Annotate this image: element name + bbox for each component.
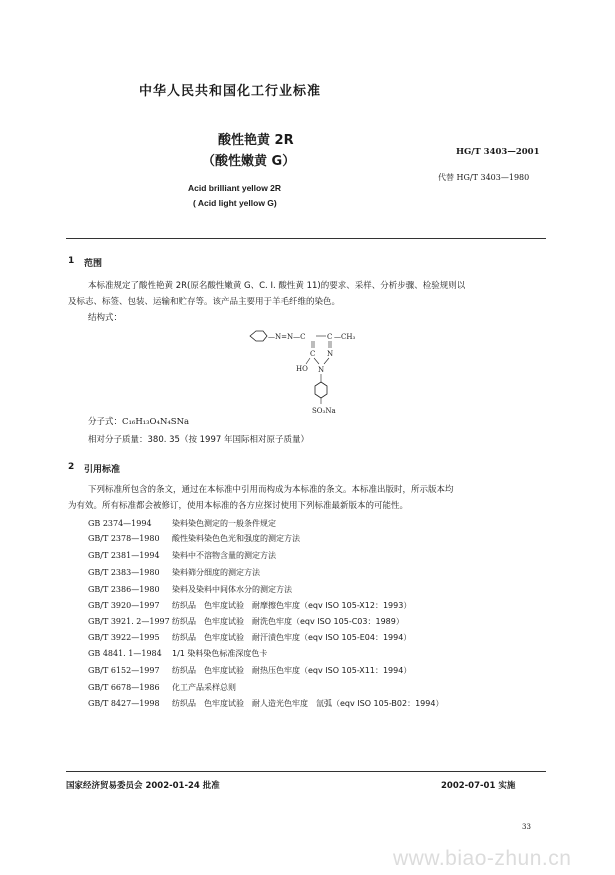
molecular-mass: 相对分子质量：380. 35（按 1997 年国际相对原子质量）: [88, 435, 309, 445]
replaces-label: 代替: [438, 173, 454, 182]
reference-code: GB 4841. 1—1984: [88, 649, 162, 658]
reference-code: GB/T 3920—1997: [88, 601, 160, 610]
molecular-formula: [88, 414, 189, 430]
reference-title: 纺织品 色牢度试验 耐汗渍色牢度（eqv ISO 105-E04：1994）: [172, 633, 412, 642]
reference-title: 纺织品 色牢度试验 耐摩擦色牢度（eqv ISO 105-X12：1993）: [172, 601, 412, 610]
reference-code: GB/T 3921. 2—1997: [88, 617, 170, 626]
implementation-date: 2002-07-01 实施: [441, 781, 516, 791]
benzene-ring-icon: [250, 331, 267, 341]
section-number: 2: [68, 462, 75, 472]
scope-paragraph-line: 本标准规定了酸性艳黄 2R(原名酸性嫩黄 G、C. I. 酸性黄 11)的要求、采样、分析步骤、检验规则以: [88, 281, 466, 291]
reference-title: 纺织品 色牢度试验 耐洗色牢度（eqv ISO 105-C03：1989）: [172, 617, 404, 626]
reference-title: 染料染色测定的一般条件规定: [172, 519, 276, 528]
issuing-body-title: 中华人民共和国化工行业标准: [139, 84, 322, 99]
references-paragraph-line: 下列标准所包含的条文，通过在本标准中引用而构成为本标准的条文。本标准出版时，所示版本均: [88, 485, 454, 495]
standard-title-zh-alias: （酸性嫩黄 G）: [202, 154, 296, 169]
reference-code: GB/T 2378—1980: [88, 534, 160, 543]
reference-code: GB/T 8427—1998: [88, 699, 160, 708]
reference-title: 染料及染料中间体水分的测定方法: [172, 585, 292, 594]
pyrazole-carbon: C: [327, 333, 333, 341]
sulfonate-group: SO₃Na: [312, 407, 336, 415]
reference-item: [88, 533, 300, 544]
reference-item: [88, 518, 276, 529]
standard-title-en-alias: ( Acid light yellow G): [193, 198, 277, 208]
reference-code: GB/T 6678—1986: [88, 683, 160, 692]
replaces-note: [438, 172, 529, 183]
reference-title: 染料中不溶物含量的测定方法: [172, 551, 276, 560]
scope-paragraph-line: 及标志、标签、包装、运输和贮存等。该产品主要用于羊毛纤维的染色。: [68, 297, 341, 307]
reference-code: GB/T 2383—1980: [88, 568, 160, 577]
formula-value: C₁₆H₁₃O₄N₄SNa: [122, 417, 190, 427]
reference-item: [88, 550, 276, 561]
reference-item: [88, 682, 236, 693]
reference-item: [88, 600, 411, 611]
standard-title-en: Acid brilliant yellow 2R: [188, 183, 282, 193]
hydroxyl-group: HO: [296, 365, 308, 373]
structural-formula: [240, 320, 370, 418]
watermark: www.biao-zhun.cn: [393, 847, 572, 870]
methyl-group: —CH₃: [334, 333, 356, 341]
header-divider: [66, 238, 546, 239]
footer-divider: [66, 771, 546, 772]
reference-code: GB/T 6152—1997: [88, 666, 160, 675]
standard-title-zh: 酸性艳黄 2R: [218, 133, 294, 148]
reference-item: [88, 665, 411, 676]
reference-title: 纺织品 色牢度试验 耐人造光色牢度 氙弧（eqv ISO 105-B02：1994）: [172, 699, 444, 708]
structure-label: 结构式：: [88, 313, 123, 323]
page-number: 33: [522, 823, 531, 831]
ratification-note: 国家经济贸易委员会 2002-01-24 批准: [66, 781, 220, 791]
section-title: 引用标准: [84, 465, 121, 475]
section-number: 1: [68, 256, 75, 266]
reference-item: [88, 616, 404, 627]
reference-title: 染料筛分细度的测定方法: [172, 568, 260, 577]
reference-item: [88, 584, 292, 595]
azo-group: —N=N—C: [268, 333, 306, 341]
reference-title: 纺织品 色牢度试验 耐热压色牢度（eqv ISO 105-X11：1994）: [172, 666, 412, 675]
formula-label: 分子式：: [88, 417, 123, 427]
reference-code: GB 2374—1994: [88, 519, 152, 528]
section-title: 范围: [84, 259, 103, 269]
reference-code: GB/T 2386—1980: [88, 585, 160, 594]
reference-title: 酸性染料染色色光和强度的测定方法: [172, 534, 300, 543]
pyrazole-nitrogen-bottom: N: [318, 366, 325, 374]
reference-title: 1/1 染料染色标准深度色卡: [172, 649, 268, 658]
reference-item: [88, 698, 443, 709]
reference-item: [88, 632, 411, 643]
reference-item: [88, 567, 260, 578]
replaces-value: HG/T 3403—1980: [456, 173, 530, 182]
reference-title: 化工产品采样总则: [172, 683, 236, 692]
benzene-ring-icon: [315, 382, 327, 398]
pyrazole-carbon-lower: C: [310, 350, 316, 358]
reference-item: [88, 648, 267, 659]
reference-code: GB/T 2381—1994: [88, 551, 160, 560]
reference-code: GB/T 3922—1995: [88, 633, 160, 642]
references-paragraph-line: 为有效。所有标准都会被修订，使用本标准的各方应探讨使用下列标准最新版本的可能性。: [68, 501, 409, 511]
standard-number: HG/T 3403—2001: [456, 147, 540, 157]
pyrazole-nitrogen: N: [327, 350, 334, 358]
